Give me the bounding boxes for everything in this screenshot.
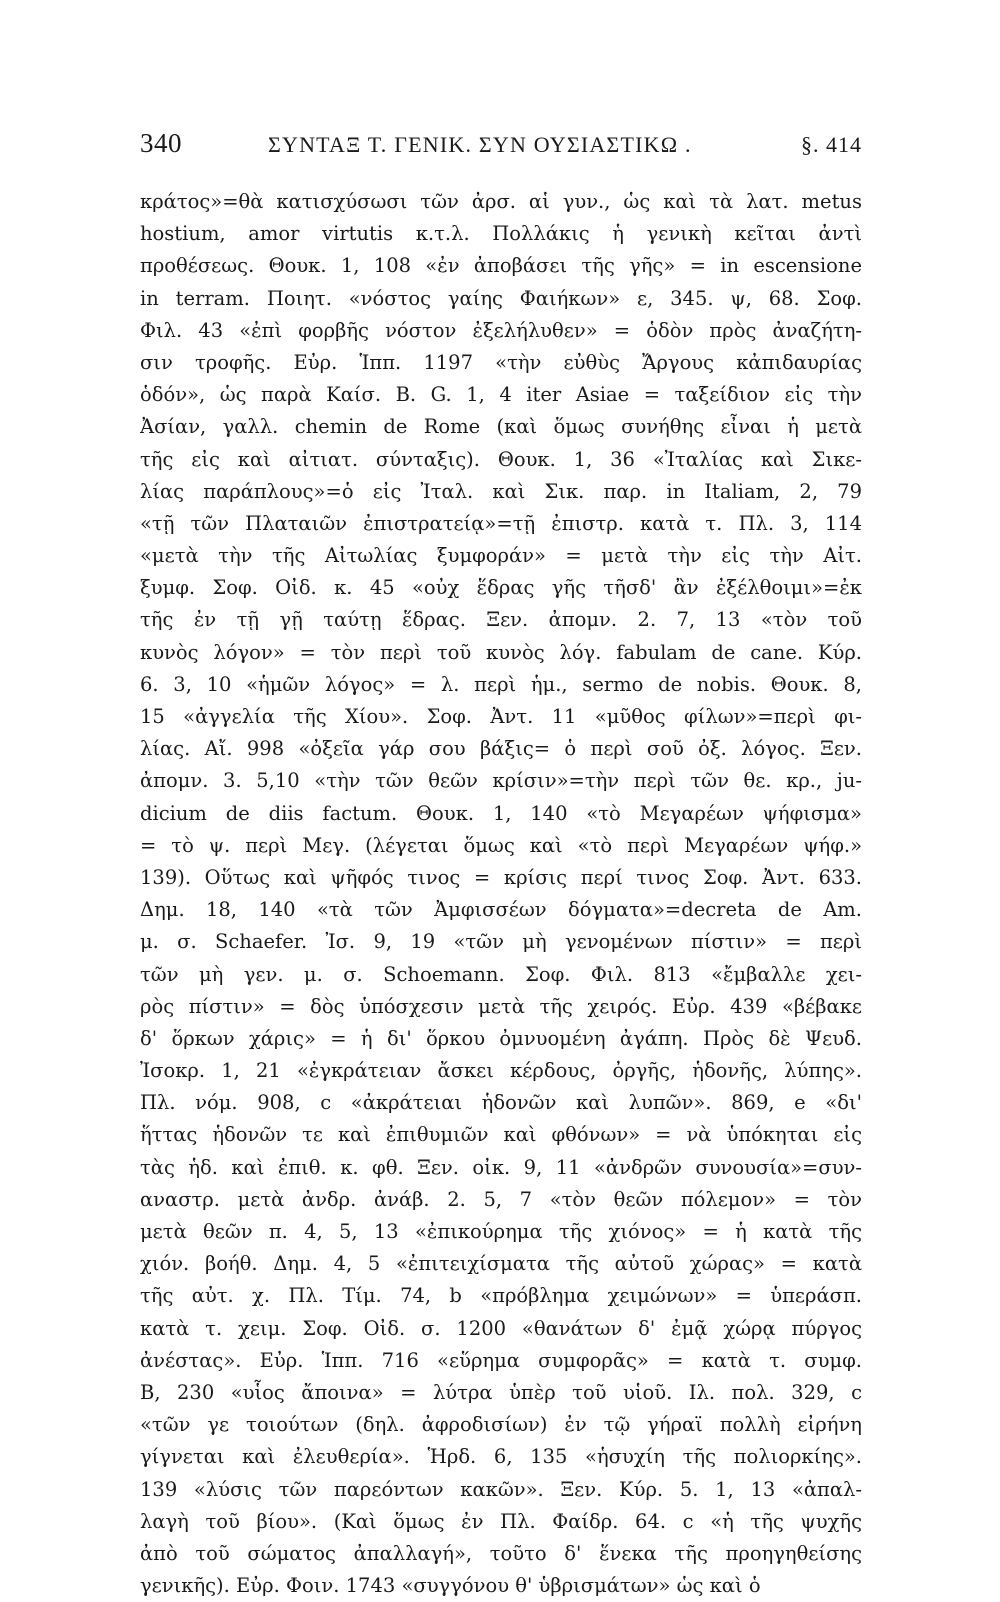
text-line: ρὸς πίστιν» = δὸς ὑπόσχεσιν μετὰ τῆς χειρός. Εὐρ. 439 «βέβακε	[140, 994, 862, 1018]
text-line: Δημ. 18, 140 «τὰ τῶν Ἀμφισσέων δόγματα»=decreta de Am.	[140, 898, 862, 922]
text-line: 15 «ἀγγελία τῆς Χίου». Σοφ. Ἀντ. 11 «μῦθος φίλων»=περὶ φι-	[140, 705, 862, 728]
text-line: «τῇ τῶν Πλαταιῶν ἐπιστρατείᾳ»=τῇ ἐπιστρ. κατὰ τ. Πλ. 3, 114	[140, 511, 862, 535]
text-line: γίγνεται καὶ ἐλευθερία». Ἡρδ. 6, 135 «ἡσυχίη τῆς πολιορκίης».	[140, 1445, 862, 1469]
text-line: τῶν μὴ γεν. μ. σ. Schoemann. Σοφ. Φιλ. 813 «ἔμβαλλε χει-	[140, 962, 862, 986]
text-line: hostium, amor virtutis κ.τ.λ. Πολλάκις ἡ γενικὴ κεῖται ἀντὶ	[140, 222, 862, 246]
running-title: ΣΥΝΤΑΞ Τ. ΓΕΝΙΚ. ΣΥΝ ΟΥΣΙΑΣΤΙΚΩ .	[268, 132, 692, 157]
text-line: Ἀσίαν, γαλλ. chemin de Rome (καὶ ὅμως συνήθης εἶναι ἡ μετὰ	[140, 415, 862, 439]
text-line: λίας. Αἴ. 998 «ὀξεῖα γάρ σου βάξις= ὁ περὶ σοῦ ὀξ. λόγος. Ξεν.	[140, 737, 862, 761]
text-line: ὁδόν», ὡς παρὰ Καίσ. B. G. 1, 4 iter Asiae = ταξείδιον εἰς τὴν	[140, 383, 862, 407]
text-line: Ἰσοκρ. 1, 21 «ἐγκράτειαν ἄσκει κέρδους, ὀργῆς, ἡδονῆς, λύπης».	[140, 1059, 862, 1083]
text-line: ἀνέστας». Εὐρ. Ἱππ. 716 «εὕρημα συμφορᾶς» = κατὰ τ. συμφ.	[140, 1348, 862, 1372]
text-line: 6. 3, 10 «ἡμῶν λόγος» = λ. περὶ ἡμ., sermo de nobis. Θουκ. 8,	[140, 672, 862, 696]
text-line: τῆς ἐν τῇ γῇ ταύτῃ ἕδρας. Ξεν. ἀπομν. 2. 7, 13 «τὸν τοῦ	[140, 608, 862, 632]
text-line: τὰς ἡδ. καὶ ἐπιθ. κ. φθ. Ξεν. οἰκ. 9, 11 «ἀνδρῶν συνουσία»=συν-	[140, 1155, 862, 1179]
text-line: αναστρ. μετὰ ἀνδρ. ἀνάβ. 2. 5, 7 «τὸν θεῶν πόλεμον» = τὸν	[140, 1187, 862, 1211]
text-line: κυνὸς λόγον» = τὸν περὶ τοῦ κυνὸς λόγ. fabulam de cane. Κύρ.	[140, 640, 862, 664]
text-line: ἀπὸ τοῦ σώματος ἀπαλλαγή», τοῦτο δ' ἕνεκα τῆς προηγηθείσης	[140, 1541, 862, 1565]
page-number: 340	[140, 128, 182, 158]
text-line: σιν τροφῆς. Εὐρ. Ἱππ. 1197 «τὴν εὐθὺς Ἄργους κἀπιδαυρίας	[140, 350, 862, 374]
text-line: κράτος»=θὰ κατισχύσωσι τῶν ἀρσ. αἱ γυν., ὡς καὶ τὰ λατ. metus	[140, 190, 862, 213]
text-line: «μετὰ τὴν τῆς Αἰτωλίας ξυμφοράν» = μετὰ τὴν εἰς τὴν Αἰτ.	[140, 544, 862, 568]
text-line: = τὸ ψ. περὶ Μεγ. (λέγεται ὅμως καὶ «τὸ περὶ Μεγαρέων ψήφ.»	[140, 833, 862, 857]
text-line: B, 230 «υἷος ἄποινα» = λύτρα ὑπὲρ τοῦ υἱοῦ. Ιλ. πολ. 329, c	[140, 1380, 862, 1404]
text-line: dicium de diis factum. Θουκ. 1, 140 «τὸ Μεγαρέων ψήφισμα»	[140, 801, 862, 825]
text-line: 139 «λύσις τῶν παρεόντων κακῶν». Ξεν. Κύρ. 5. 1, 13 «ἀπαλ-	[140, 1477, 862, 1501]
text-line: Πλ. νόμ. 908, c «ἀκράτειαι ἡδονῶν καὶ λυπῶν». 869, e «δι'	[140, 1091, 862, 1115]
text-line: δ' ὅρκων χάρις» = ἡ δι' ὅρκου ὀμνυομένη ἀγάπη. Πρὸς δὲ Ψευδ.	[140, 1026, 862, 1050]
text-line: ξυμφ. Σοφ. Οἰδ. κ. 45 «οὐχ ἕδρας γῆς τῆσδ' ἂν ἐξέλθοιμι»=ἐκ	[140, 576, 862, 600]
text-line: ἀπομν. 3. 5,10 «τὴν τῶν θεῶν κρίσιν»=τὴν περὶ τῶν θε. κρ., ju-	[140, 769, 862, 793]
text-line: γενικῆς). Εὐρ. Φοιν. 1743 «συγγόνου θ' ὑβρισμάτων» ὡς καὶ ὁ	[140, 1574, 761, 1598]
text-line: in terram. Ποιητ. «νόστος γαίης Φαιήκων» ε, 345. ψ, 68. Σοφ.	[140, 286, 862, 310]
text-line: «τῶν γε τοιούτων (δηλ. ἀφροδισίων) ἐν τῷ γήραϊ πολλὴ εἰρήνη	[140, 1413, 862, 1437]
text-line: κατὰ τ. χειμ. Σοφ. Οἰδ. σ. 1200 «θανάτων δ' ἐμᾷ χώρᾳ πύργος	[140, 1316, 862, 1340]
body-text	[140, 186, 862, 1602]
text-line: 139). Οὕτως καὶ ψῆφός τινος = κρίσις περί τινος Σοφ. Ἀντ. 633.	[140, 865, 862, 889]
text-line: Φιλ. 43 «ἐπὶ φορβῆς νόστον ἐξελήλυθεν» = ὁδὸν πρὸς ἀναζήτη-	[140, 318, 862, 342]
text-line: μετὰ θεῶν π. 4, 5, 13 «ἐπικούρημα τῆς χιόνος» = ἡ κατὰ τῆς	[140, 1220, 862, 1243]
text-line: λίας παράπλους»=ὁ εἰς Ἰταλ. καὶ Σικ. παρ. in Italiam, 2, 79	[140, 479, 862, 503]
text-line: χιόν. βοήθ. Δημ. 4, 5 «ἐπιτειχίσματα τῆς αὐτοῦ χώρας» = κατὰ	[140, 1252, 862, 1276]
text-line: μ. σ. Schaefer. Ἰσ. 9, 19 «τῶν μὴ γενομένων πίστιν» = περὶ	[140, 930, 862, 954]
text-line: τῆς αὐτ. χ. Πλ. Τίμ. 74, b «πρόβλημα χειμώνων» = ὑπεράσπ.	[140, 1284, 862, 1308]
running-header	[140, 128, 862, 172]
text-line: λαγὴ τοῦ βίου». (Καὶ ὅμως ἐν Πλ. Φαίδρ. 64. c «ἡ τῆς ψυχῆς	[140, 1509, 862, 1533]
text-line: ἥττας ἡδονῶν τε καὶ ἐπιθυμιῶν καὶ φθόνων» = νὰ ὑπόκηται εἰς	[140, 1123, 862, 1147]
text-line: τῆς εἰς καὶ αἰτιατ. σύνταξις). Θουκ. 1, 36 «Ἰταλίας καὶ Σικε-	[140, 447, 862, 471]
text-line: προθέσεως. Θουκ. 1, 108 «ἐν ἀποβάσει τῆς γῆς» = in escensione	[140, 254, 862, 278]
section-number: §. 414	[801, 132, 862, 157]
